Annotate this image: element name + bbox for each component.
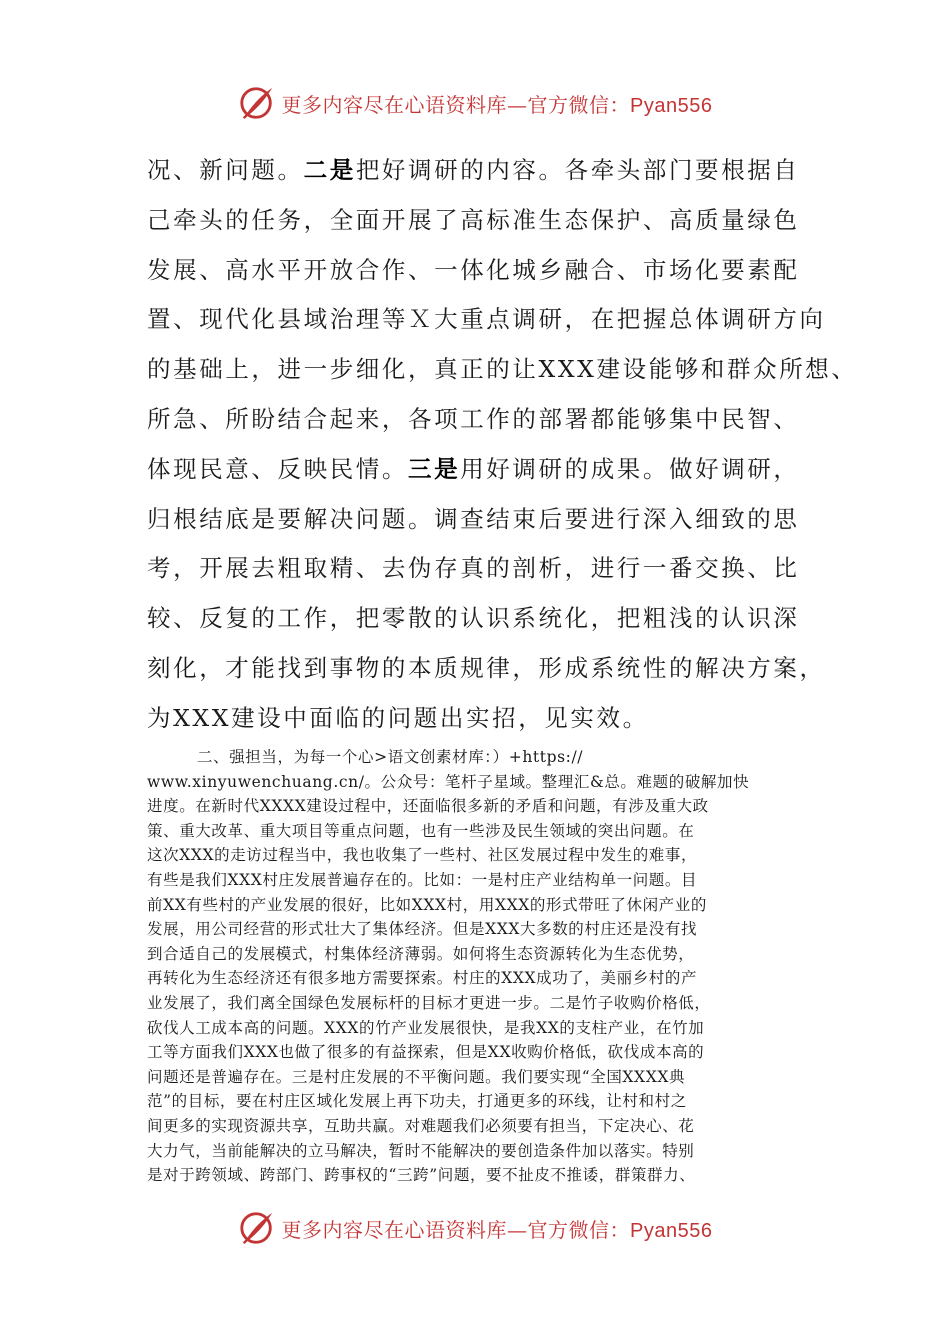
text-line: 是对于跨领域、跨部门、跨事权的“三跨”问题，要不扯皮不推诿，群策群力、 <box>147 1166 696 1185</box>
banner-text: 更多内容尽在心语资料库—官方微信：Pyan556 <box>281 92 713 117</box>
text-line: 大力气，当前能解决的立马解决，暂时不能解决的要创造条件加以落实。特别 <box>147 1141 695 1160</box>
text-line <box>147 594 837 644</box>
text-line: 再转化为生态经济还有很多地方需要探索。村庄的XXX成功了，美丽乡村的产 <box>147 969 698 988</box>
text-segment: 置、现代化县域治理等Ｘ大重点调研，在把握总体调研方向 <box>147 305 826 334</box>
text-line: 间更多的实现资源共享，互助共赢。对难题我们必须要有担当，下定决心、花 <box>147 1116 695 1135</box>
text-line <box>147 644 837 694</box>
text-segment: 己牵头的任务，全面开展了高标准生态保护、高质量绿色 <box>147 205 800 234</box>
text-segment: 把好调研的内容。各牵头部门要根据自 <box>355 156 800 184</box>
text-line <box>147 495 837 545</box>
text-line: 发展，用公司经营的形式壮大了集体经济。但是XXX大多数的村庄还是没有找 <box>147 920 698 939</box>
text-line: 前XX有些村的产业发展的很好，比如XXX村，用XXX的形式带旺了休闲产业的 <box>147 895 707 914</box>
text-line: 有些是我们XXX村庄发展普遍存在的。比如：一是村庄产业结构单一问题。目 <box>147 870 698 889</box>
text-segment: 发展、高水平开放合作、一体化城乡融合、市场化要素配 <box>147 255 800 284</box>
footer-banner <box>0 1205 950 1251</box>
text-line: 砍伐人工成本高的问题。XXX的竹产业发展很快，是我XX的支柱产业，在竹加 <box>147 1018 705 1037</box>
text-line <box>147 694 837 744</box>
text-line <box>147 246 837 296</box>
text-segment: 用好调研的成果。做好调研， <box>460 454 800 483</box>
text-line: 这次XXX的走访过程当中，我也收集了一些村、社区发展过程中发生的难事， <box>147 846 698 865</box>
bold-marker: 二是 <box>303 156 356 184</box>
text-segment: 归根结底是要解决问题。调查结束后要进行深入细致的思 <box>147 504 800 533</box>
text-line: www.xinyuwenchuang.cn/。公众号：笔杆子星域。整理汇&总。难题的破解加快 <box>147 772 750 791</box>
text-segment: 考，开展去粗取精、去伪存真的剖析，进行一番交换、比 <box>147 554 800 583</box>
text-segment: 为XXX建设中面临的问题出实招，见实效。 <box>147 703 649 732</box>
text-segment: 的基础上，进一步细化，真正的让XXX建设能够和群众所想、 <box>147 355 858 384</box>
text-line <box>147 295 837 345</box>
text-line: 到合适自己的发展模式，村集体经济薄弱。如何将生态资源转化为生态优势， <box>147 944 695 963</box>
text-line: 业发展了，我们离全国绿色发展标杆的目标才更进一步。二是竹子收购价格低， <box>147 993 711 1012</box>
text-segment: 刻化，才能找到事物的本质规律，形成系统性的解决方案， <box>147 653 826 682</box>
text-segment: 体现民意、反映民情。 <box>147 454 408 483</box>
text-line <box>147 395 837 445</box>
banner-text: 更多内容尽在心语资料库—官方微信：Pyan556 <box>281 1217 713 1242</box>
body-large-text <box>147 146 858 744</box>
bold-marker: 三是 <box>408 454 461 483</box>
text-segment: 较、反复的工作，把零散的认识系统化，把粗浅的认识深 <box>147 604 800 633</box>
text-line: 二、强担当，为每一个心>语文创素材库：）+https:// <box>197 748 584 766</box>
text-line <box>147 445 837 495</box>
text-segment: 所急、所盼结合起来，各项工作的部署都能够集中民智、 <box>147 404 800 433</box>
body-small-text <box>147 745 807 1188</box>
text-line: 进度。在新时代XXXX建设过程中，还面临很多新的矛盾和问题，有涉及重大政 <box>147 797 709 816</box>
text-line <box>147 146 837 196</box>
text-line: 范”的目标，要在村庄区域化发展上再下功夫，打通更多的环线，让村和村之 <box>147 1092 687 1111</box>
quill-logo-icon <box>238 1209 276 1247</box>
text-line: 问题还是普遍存在。三是村庄发展的不平衡问题。我们要实现“全国XXXX典 <box>147 1067 686 1086</box>
text-line <box>147 345 858 395</box>
text-line: 工等方面我们XXX也做了很多的有益探索，但是XX收购价格低，砍伐成本高的 <box>147 1043 705 1062</box>
quill-logo-icon <box>238 84 276 122</box>
text-segment: 况、新问题。 <box>147 156 304 184</box>
text-line <box>147 544 837 594</box>
text-line <box>147 196 837 246</box>
text-line: 策、重大改革、重大项目等重点问题，也有一些涉及民生领域的突出问题。在 <box>147 821 695 840</box>
header-banner <box>0 80 950 126</box>
